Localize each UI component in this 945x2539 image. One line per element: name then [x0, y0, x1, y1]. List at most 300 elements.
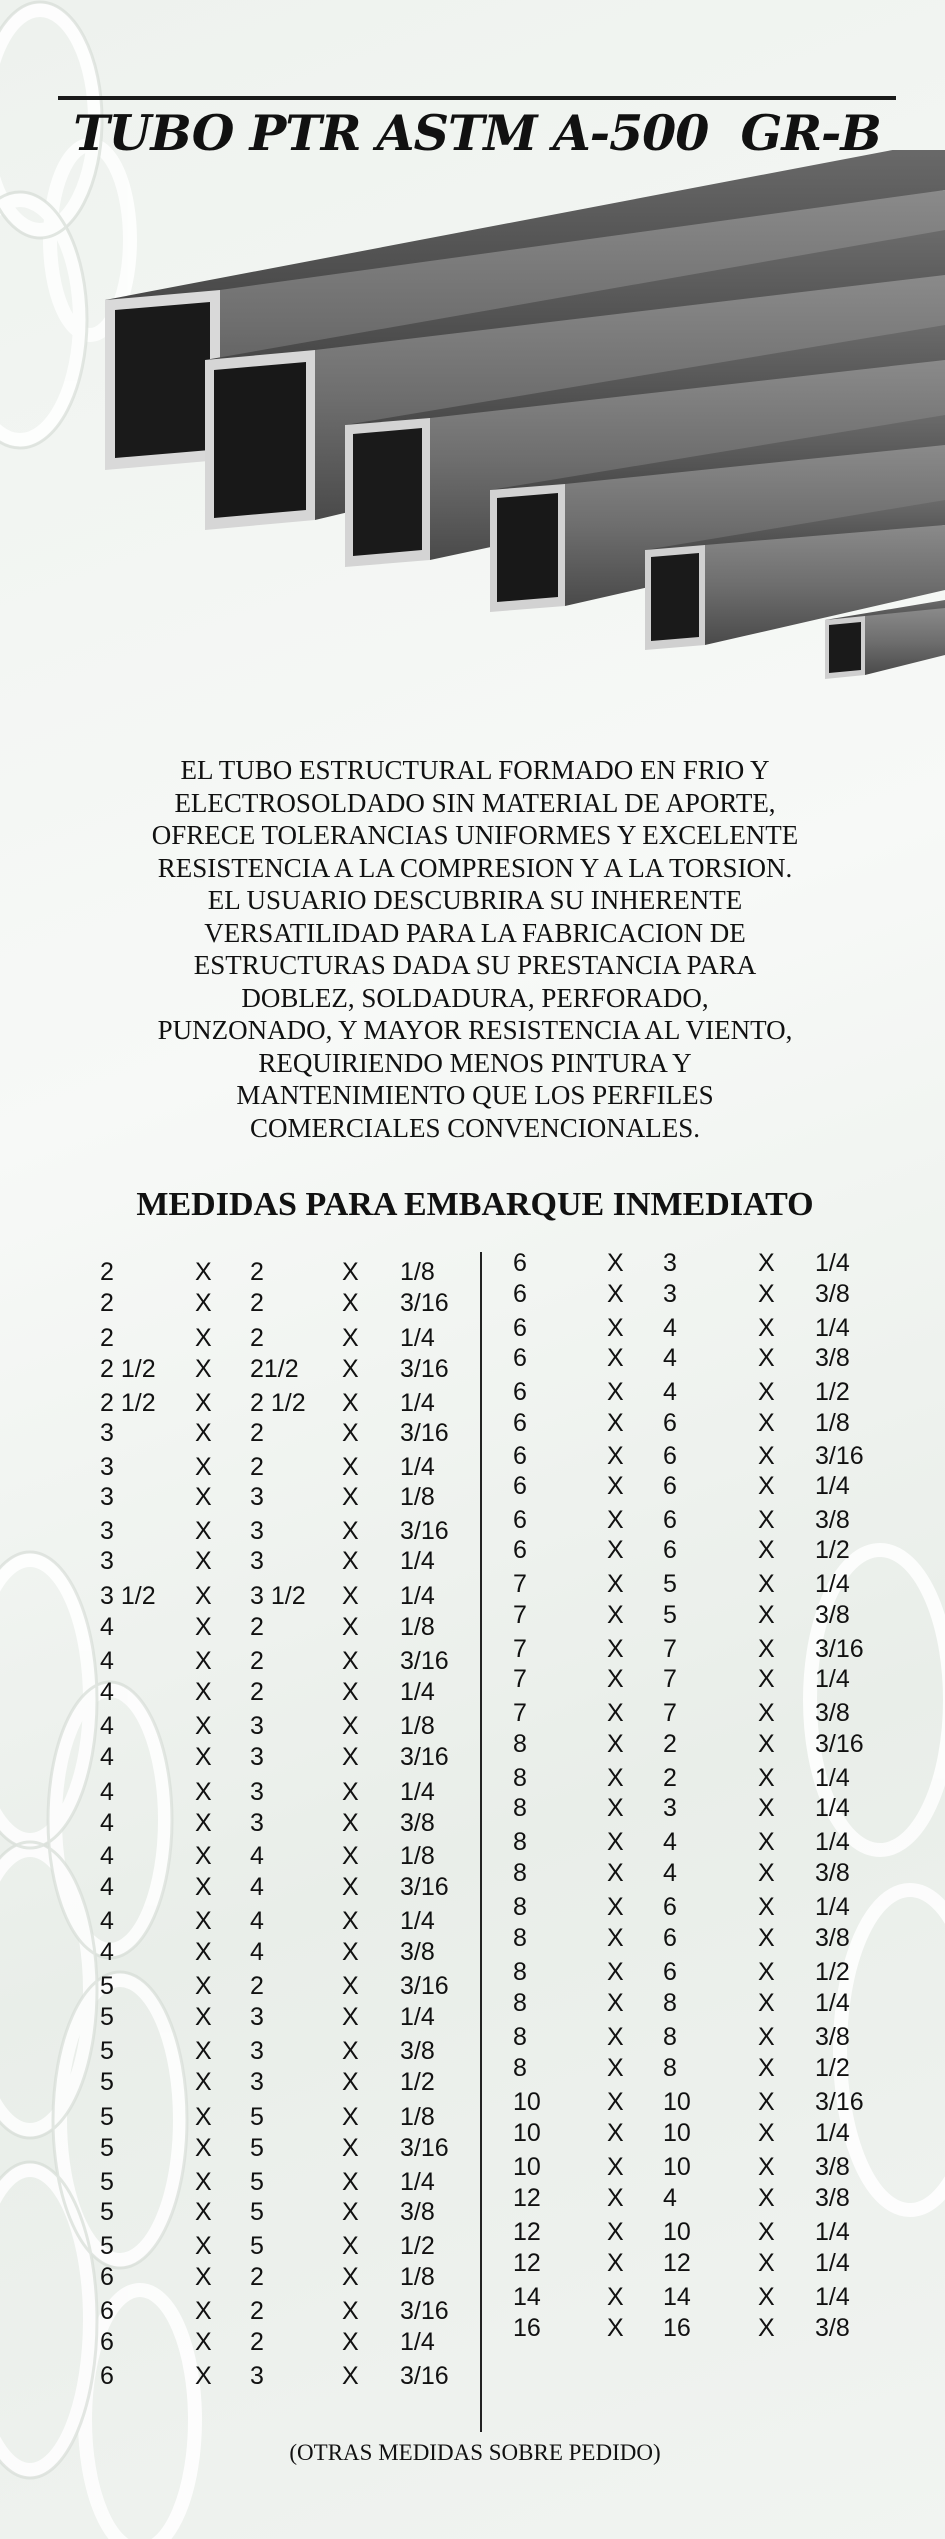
size-thickness: 1/4 — [400, 1389, 435, 1417]
size-width: 6 — [100, 2297, 114, 2325]
separator-x: X — [758, 1506, 775, 1534]
size-height: 2 — [250, 1972, 264, 2000]
size-height: 2 — [250, 1647, 264, 1675]
size-height: 4 — [250, 1842, 264, 1870]
separator-x: X — [195, 2198, 212, 2226]
separator-x: X — [342, 1972, 359, 2000]
size-height: 6 — [663, 1472, 677, 1500]
separator-x: X — [342, 2068, 359, 2096]
size-height: 7 — [663, 1665, 677, 1693]
size-thickness: 3/8 — [815, 1601, 850, 1629]
separator-x: X — [607, 2314, 624, 2342]
size-width: 4 — [100, 1809, 114, 1837]
size-thickness: 1/4 — [815, 2249, 850, 2277]
size-height: 3 — [663, 1249, 677, 1277]
size-height: 6 — [663, 1506, 677, 1534]
description-line: PUNZONADO, Y MAYOR RESISTENCIA AL VIENTO, — [157, 1015, 793, 1045]
size-width: 8 — [513, 2054, 527, 2082]
separator-x: X — [758, 1893, 775, 1921]
separator-x: X — [342, 2037, 359, 2065]
size-thickness: 1/4 — [815, 2283, 850, 2311]
separator-x: X — [607, 1794, 624, 1822]
separator-x: X — [607, 2088, 624, 2116]
size-thickness: 1/4 — [815, 1472, 850, 1500]
size-thickness: 3/8 — [815, 1280, 850, 1308]
separator-x: X — [195, 1842, 212, 1870]
size-thickness: 1/4 — [815, 1665, 850, 1693]
size-height: 12 — [663, 2249, 691, 2277]
size-width: 12 — [513, 2249, 541, 2277]
size-height: 5 — [250, 2134, 264, 2162]
separator-x: X — [342, 1419, 359, 1447]
separator-x: X — [342, 1809, 359, 1837]
page-title: TUBO PTR ASTM A-500 GR-B — [73, 104, 881, 162]
size-thickness: 1/4 — [400, 1907, 435, 1935]
separator-x: X — [758, 2119, 775, 2147]
size-height: 3 — [250, 1809, 264, 1837]
size-width: 7 — [513, 1601, 527, 1629]
size-height: 4 — [250, 1873, 264, 1901]
separator-x: X — [195, 2037, 212, 2065]
separator-x: X — [195, 1389, 212, 1417]
separator-x: X — [342, 1289, 359, 1317]
size-thickness: 3/16 — [815, 1730, 864, 1758]
size-height: 3 — [250, 2037, 264, 2065]
size-height: 2 1/2 — [250, 1389, 306, 1417]
size-height: 3 — [250, 2068, 264, 2096]
separator-x: X — [195, 1873, 212, 1901]
size-width: 10 — [513, 2119, 541, 2147]
size-width: 8 — [513, 1828, 527, 1856]
separator-x: X — [195, 1712, 212, 1740]
size-thickness: 3/16 — [400, 1972, 449, 2000]
size-height: 3 — [250, 1547, 264, 1575]
separator-x: X — [758, 2023, 775, 2051]
separator-x: X — [195, 2168, 212, 2196]
size-height: 6 — [663, 1409, 677, 1437]
separator-x: X — [607, 2283, 624, 2311]
separator-x: X — [195, 1547, 212, 1575]
separator-x: X — [758, 1378, 775, 1406]
size-width: 3 1/2 — [100, 1582, 156, 1610]
size-thickness: 1/4 — [400, 1453, 435, 1481]
separator-x: X — [758, 1730, 775, 1758]
size-width: 2 1/2 — [100, 1355, 156, 1383]
size-height: 4 — [663, 1859, 677, 1887]
separator-x: X — [195, 1258, 212, 1286]
size-height: 2 — [250, 2263, 264, 2291]
size-width: 8 — [513, 1893, 527, 1921]
separator-x: X — [758, 2088, 775, 2116]
size-height: 2 — [250, 1258, 264, 1286]
size-height: 8 — [663, 2054, 677, 2082]
size-thickness: 3/8 — [400, 2198, 435, 2226]
size-thickness: 3/8 — [400, 1938, 435, 1966]
description-line: ELECTROSOLDADO SIN MATERIAL DE APORTE, — [174, 787, 776, 818]
size-width: 10 — [513, 2088, 541, 2116]
separator-x: X — [195, 1678, 212, 1706]
size-width: 7 — [513, 1665, 527, 1693]
separator-x: X — [195, 1743, 212, 1771]
separator-x: X — [342, 1678, 359, 1706]
separator-x: X — [758, 1989, 775, 2017]
description-line: DOBLEZ, SOLDADURA, PERFORADO, — [241, 982, 709, 1013]
size-width: 3 — [100, 1483, 114, 1511]
title-rule — [58, 96, 896, 100]
size-height: 3 — [250, 1483, 264, 1511]
size-thickness: 3/16 — [400, 1419, 449, 1447]
separator-x: X — [758, 1249, 775, 1277]
separator-x: X — [758, 1536, 775, 1564]
size-width: 2 — [100, 1289, 114, 1317]
separator-x: X — [342, 1517, 359, 1545]
size-height: 6 — [663, 1924, 677, 1952]
size-height: 4 — [663, 1378, 677, 1406]
size-thickness: 1/4 — [815, 2218, 850, 2246]
size-thickness: 1/4 — [815, 2119, 850, 2147]
description-line: VERSATILIDAD PARA LA FABRICACION DE — [204, 917, 746, 948]
size-width: 2 1/2 — [100, 1389, 156, 1417]
size-height: 2 — [250, 2297, 264, 2325]
separator-x: X — [195, 2103, 212, 2131]
separator-x: X — [195, 2297, 212, 2325]
size-height: 4 — [250, 1938, 264, 1966]
size-thickness: 1/4 — [400, 1324, 435, 1352]
separator-x: X — [342, 1712, 359, 1740]
size-thickness: 1/4 — [400, 1547, 435, 1575]
size-thickness: 3/16 — [815, 2088, 864, 2116]
separator-x: X — [342, 1258, 359, 1286]
description-line: EL USUARIO DESCUBRIRA SU INHERENTE — [207, 885, 743, 915]
size-width: 6 — [513, 1536, 527, 1564]
separator-x: X — [342, 1324, 359, 1352]
separator-x: X — [758, 2249, 775, 2277]
size-height: 7 — [663, 1635, 677, 1663]
separator-x: X — [607, 2218, 624, 2246]
size-width: 4 — [100, 1938, 114, 1966]
separator-x: X — [342, 2328, 359, 2356]
separator-x: X — [607, 1859, 624, 1887]
size-thickness: 3/16 — [400, 1355, 449, 1383]
size-height: 6 — [663, 1958, 677, 1986]
size-width: 4 — [100, 1613, 114, 1641]
separator-x: X — [758, 1958, 775, 1986]
size-height: 2 — [250, 1613, 264, 1641]
separator-x: X — [195, 1324, 212, 1352]
separator-x: X — [342, 2003, 359, 2031]
separator-x: X — [342, 2263, 359, 2291]
size-height: 7 — [663, 1699, 677, 1727]
size-thickness: 3/8 — [815, 1699, 850, 1727]
separator-x: X — [607, 1893, 624, 1921]
separator-x: X — [758, 1442, 775, 1470]
separator-x: X — [342, 1842, 359, 1870]
size-width: 5 — [100, 1972, 114, 2000]
size-height: 2 — [250, 1289, 264, 1317]
separator-x: X — [342, 1938, 359, 1966]
size-height: 10 — [663, 2153, 691, 2181]
size-height: 10 — [663, 2218, 691, 2246]
size-width: 3 — [100, 1517, 114, 1545]
separator-x: X — [758, 1570, 775, 1598]
size-thickness: 1/2 — [815, 1536, 850, 1564]
description-line: ESTRUCTURAS DADA SU PRESTANCIA PARA — [193, 950, 757, 980]
separator-x: X — [758, 1409, 775, 1437]
separator-x: X — [342, 2362, 359, 2390]
separator-x: X — [607, 1699, 624, 1727]
size-width: 5 — [100, 2068, 114, 2096]
separator-x: X — [607, 1764, 624, 1792]
size-width: 8 — [513, 1924, 527, 1952]
description-line: COMERCIALES CONVENCIONALES. — [249, 1112, 700, 1143]
size-height: 5 — [250, 2198, 264, 2226]
size-height: 5 — [250, 2232, 264, 2260]
separator-x: X — [195, 1517, 212, 1545]
separator-x: X — [758, 1794, 775, 1822]
separator-x: X — [607, 1570, 624, 1598]
size-height: 3 — [250, 2003, 264, 2031]
separator-x: X — [195, 1613, 212, 1641]
size-width: 5 — [100, 2037, 114, 2065]
size-thickness: 1/2 — [815, 2054, 850, 2082]
separator-x: X — [342, 1743, 359, 1771]
size-thickness: 1/4 — [400, 1582, 435, 1610]
size-thickness: 1/4 — [400, 1778, 435, 1806]
separator-x: X — [607, 1409, 624, 1437]
size-thickness: 1/2 — [400, 2068, 435, 2096]
size-width: 8 — [513, 2023, 527, 2051]
size-thickness: 3/16 — [400, 2297, 449, 2325]
square-tubes-image — [90, 150, 945, 690]
size-width: 8 — [513, 1794, 527, 1822]
separator-x: X — [342, 1483, 359, 1511]
size-thickness: 1/8 — [400, 1258, 435, 1286]
size-width: 2 — [100, 1258, 114, 1286]
size-width: 5 — [100, 2134, 114, 2162]
size-width: 7 — [513, 1635, 527, 1663]
size-width: 4 — [100, 1778, 114, 1806]
separator-x: X — [342, 2297, 359, 2325]
size-thickness: 1/2 — [815, 1378, 850, 1406]
size-width: 8 — [513, 1730, 527, 1758]
size-thickness: 1/4 — [400, 2168, 435, 2196]
size-thickness: 1/4 — [815, 1249, 850, 1277]
size-width: 4 — [100, 1712, 114, 1740]
size-height: 8 — [663, 2023, 677, 2051]
size-width: 8 — [513, 1859, 527, 1887]
size-width: 6 — [100, 2328, 114, 2356]
separator-x: X — [758, 2153, 775, 2181]
separator-x: X — [342, 1873, 359, 1901]
size-thickness: 1/8 — [815, 1409, 850, 1437]
size-width: 5 — [100, 2168, 114, 2196]
separator-x: X — [607, 1249, 624, 1277]
size-thickness: 3/8 — [400, 2037, 435, 2065]
size-width: 5 — [100, 2003, 114, 2031]
size-thickness: 1/4 — [400, 2003, 435, 2031]
size-width: 7 — [513, 1699, 527, 1727]
size-height: 4 — [663, 1344, 677, 1372]
separator-x: X — [342, 1355, 359, 1383]
size-width: 8 — [513, 1764, 527, 1792]
separator-x: X — [758, 1665, 775, 1693]
size-height: 14 — [663, 2283, 691, 2311]
separator-x: X — [195, 2328, 212, 2356]
separator-x: X — [342, 2134, 359, 2162]
description-line: EL TUBO ESTRUCTURAL FORMADO EN FRIO Y — [180, 755, 770, 785]
separator-x: X — [607, 2054, 624, 2082]
size-height: 3 1/2 — [250, 1582, 306, 1610]
separator-x: X — [607, 1730, 624, 1758]
separator-x: X — [758, 1472, 775, 1500]
separator-x: X — [195, 1809, 212, 1837]
size-thickness: 1/4 — [815, 1570, 850, 1598]
separator-x: X — [342, 2198, 359, 2226]
size-width: 4 — [100, 1678, 114, 1706]
description-line: REQUIRIENDO MENOS PINTURA Y — [258, 1047, 692, 1078]
size-thickness: 1/4 — [815, 1828, 850, 1856]
separator-x: X — [195, 1453, 212, 1481]
separator-x: X — [607, 1635, 624, 1663]
separator-x: X — [607, 1665, 624, 1693]
size-thickness: 1/2 — [400, 2232, 435, 2260]
size-width: 12 — [513, 2184, 541, 2212]
separator-x: X — [607, 1958, 624, 1986]
separator-x: X — [607, 1378, 624, 1406]
separator-x: X — [195, 1419, 212, 1447]
separator-x: X — [607, 1601, 624, 1629]
size-height: 3 — [250, 1517, 264, 1545]
size-width: 6 — [513, 1442, 527, 1470]
separator-x: X — [758, 1635, 775, 1663]
size-height: 8 — [663, 1989, 677, 2017]
size-thickness: 1/4 — [815, 1314, 850, 1342]
size-width: 6 — [100, 2263, 114, 2291]
sizes-heading: MEDIDAS PARA EMBARQUE INMEDIATO — [136, 1186, 814, 1223]
size-height: 10 — [663, 2088, 691, 2116]
size-thickness: 3/16 — [400, 1647, 449, 1675]
size-width: 3 — [100, 1453, 114, 1481]
separator-x: X — [607, 2023, 624, 2051]
size-width: 8 — [513, 1989, 527, 2017]
description-line: OFRECE TOLERANCIAS UNIFORMES Y EXCELENTE — [151, 820, 799, 850]
separator-x: X — [195, 2003, 212, 2031]
size-height: 5 — [250, 2103, 264, 2131]
footer-note: (OTRAS MEDIDAS SOBRE PEDIDO) — [289, 2440, 661, 2465]
separator-x: X — [342, 1647, 359, 1675]
size-thickness: 1/4 — [815, 1893, 850, 1921]
size-thickness: 3/8 — [815, 1344, 850, 1372]
separator-x: X — [758, 1859, 775, 1887]
size-width: 14 — [513, 2283, 541, 2311]
separator-x: X — [195, 1647, 212, 1675]
size-width: 7 — [513, 1570, 527, 1598]
size-height: 4 — [663, 1828, 677, 1856]
separator-x: X — [195, 2232, 212, 2260]
size-height: 16 — [663, 2314, 691, 2342]
size-width: 6 — [513, 1280, 527, 1308]
separator-x: X — [607, 1472, 624, 1500]
separator-x: X — [607, 2153, 624, 2181]
size-thickness: 3/8 — [815, 1924, 850, 1952]
size-width: 8 — [513, 1958, 527, 1986]
separator-x: X — [607, 1506, 624, 1534]
description-line: RESISTENCIA A LA COMPRESION Y A LA TORSION. — [157, 852, 793, 883]
size-width: 3 — [100, 1419, 114, 1447]
size-width: 3 — [100, 1547, 114, 1575]
size-thickness: 3/8 — [815, 1859, 850, 1887]
separator-x: X — [342, 1389, 359, 1417]
size-thickness: 1/8 — [400, 1483, 435, 1511]
separator-x: X — [607, 1989, 624, 2017]
separator-x: X — [195, 2068, 212, 2096]
separator-x: X — [758, 2314, 775, 2342]
size-thickness: 3/16 — [400, 2362, 449, 2390]
separator-x: X — [195, 1938, 212, 1966]
size-thickness: 3/16 — [400, 2134, 449, 2162]
column-divider — [480, 1252, 482, 2432]
size-height: 3 — [250, 2362, 264, 2390]
size-width: 4 — [100, 1873, 114, 1901]
separator-x: X — [195, 1778, 212, 1806]
separator-x: X — [195, 1483, 212, 1511]
size-thickness: 1/4 — [400, 1678, 435, 1706]
size-height: 21/2 — [250, 1355, 299, 1383]
separator-x: X — [607, 1314, 624, 1342]
separator-x: X — [342, 2232, 359, 2260]
size-width: 6 — [513, 1344, 527, 1372]
size-thickness: 3/16 — [400, 1743, 449, 1771]
separator-x: X — [607, 1442, 624, 1470]
separator-x: X — [342, 1582, 359, 1610]
separator-x: X — [607, 2249, 624, 2277]
size-width: 4 — [100, 1842, 114, 1870]
separator-x: X — [342, 1547, 359, 1575]
size-thickness: 1/8 — [400, 1842, 435, 1870]
separator-x: X — [195, 1907, 212, 1935]
size-width: 2 — [100, 1324, 114, 1352]
separator-x: X — [342, 2103, 359, 2131]
size-thickness: 1/4 — [815, 1989, 850, 2017]
size-width: 5 — [100, 2232, 114, 2260]
size-thickness: 3/16 — [815, 1442, 864, 1470]
separator-x: X — [607, 2184, 624, 2212]
separator-x: X — [342, 1453, 359, 1481]
size-width: 12 — [513, 2218, 541, 2246]
separator-x: X — [195, 1289, 212, 1317]
separator-x: X — [607, 1924, 624, 1952]
size-width: 10 — [513, 2153, 541, 2181]
size-thickness: 1/4 — [815, 1764, 850, 1792]
size-width: 6 — [513, 1249, 527, 1277]
separator-x: X — [342, 1907, 359, 1935]
size-height: 3 — [250, 1712, 264, 1740]
size-width: 5 — [100, 2198, 114, 2226]
separator-x: X — [758, 1280, 775, 1308]
size-width: 6 — [513, 1506, 527, 1534]
size-width: 4 — [100, 1647, 114, 1675]
size-height: 2 — [250, 1324, 264, 1352]
size-thickness: 3/8 — [815, 2023, 850, 2051]
size-height: 2 — [663, 1730, 677, 1758]
separator-x: X — [195, 2362, 212, 2390]
size-thickness: 1/8 — [400, 2263, 435, 2291]
separator-x: X — [607, 1536, 624, 1564]
size-height: 3 — [250, 1743, 264, 1771]
separator-x: X — [758, 2218, 775, 2246]
size-height: 2 — [250, 1453, 264, 1481]
size-height: 2 — [663, 1764, 677, 1792]
